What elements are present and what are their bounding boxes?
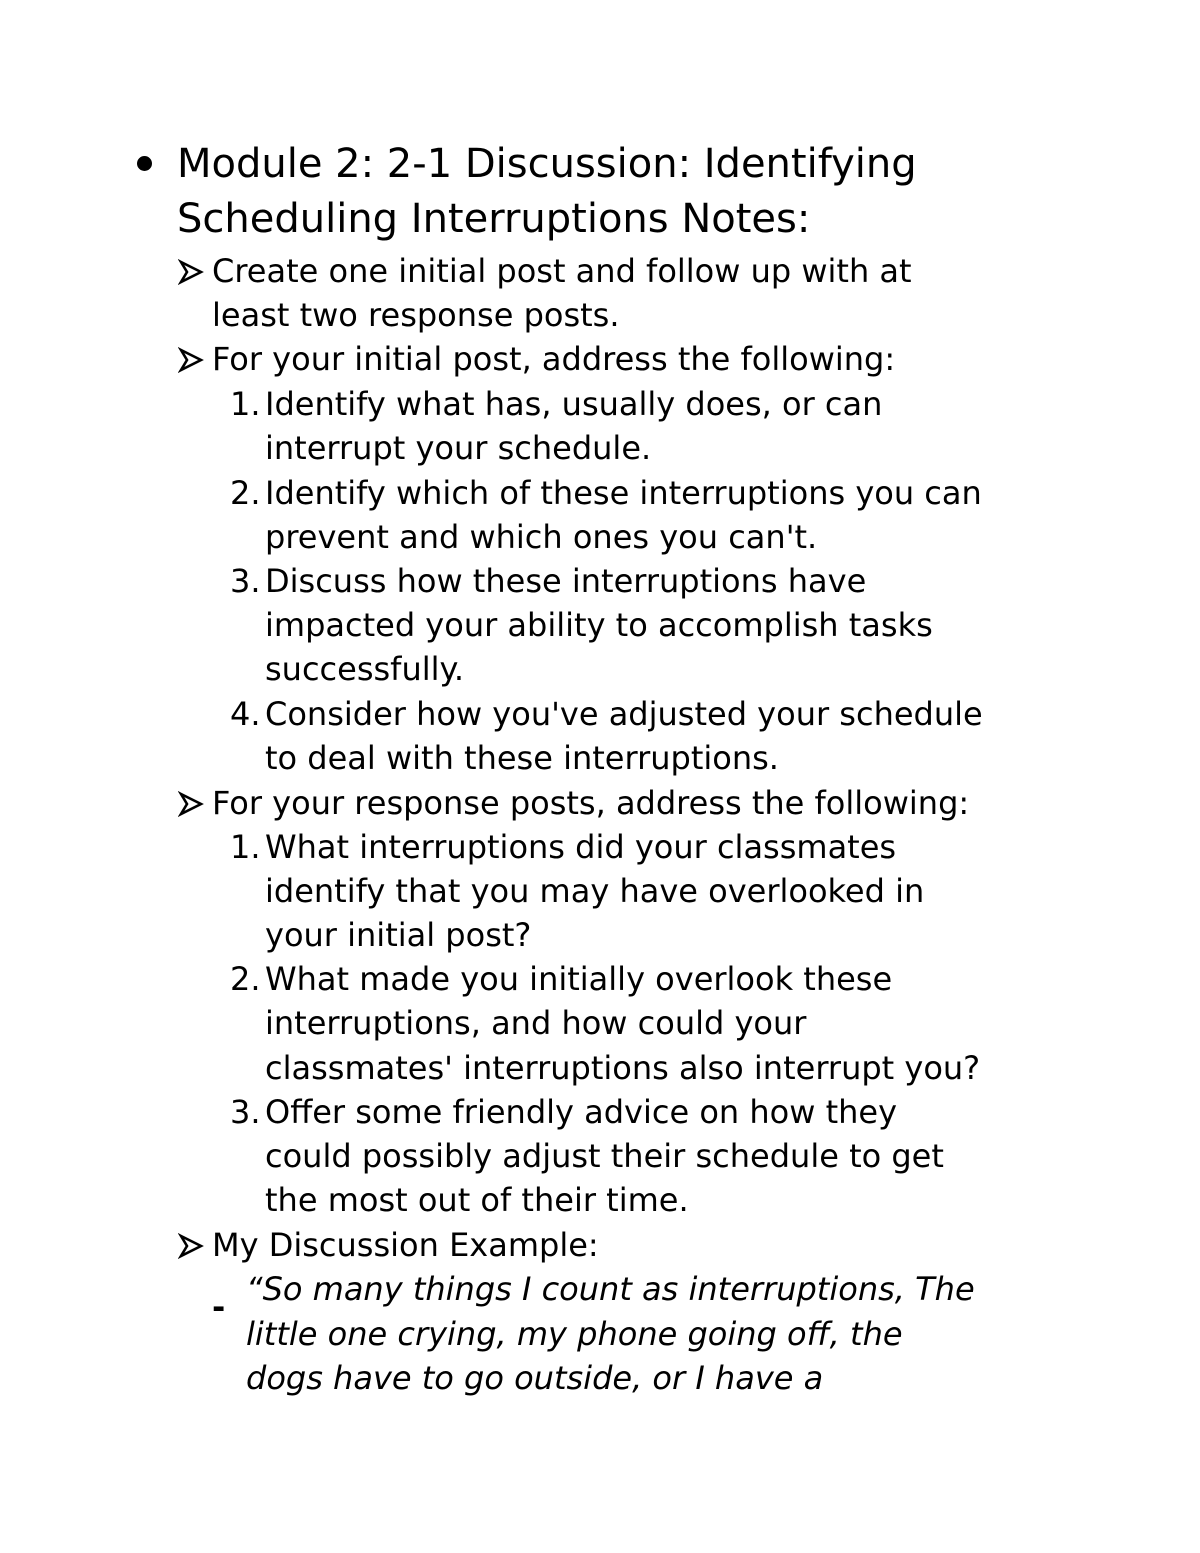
list-item-line: impacted your ability to accomplish tasks (265, 606, 933, 644)
list-item-line: What made you initially overlook these (265, 960, 893, 998)
list-item-line: to deal with these interruptions. (265, 739, 779, 777)
list-item-line: interruptions, and how could your (265, 1004, 807, 1042)
quote-line-1: “So many things I count as interruptions, The (246, 1270, 975, 1308)
arrow-bullet-icon (178, 347, 204, 373)
list-number: 4. (230, 695, 261, 733)
item-create-post-line-2: least two response posts. (212, 296, 620, 334)
arrow-bullet-icon (178, 259, 204, 285)
item-initial-post-heading: For your initial post, address the following: (212, 340, 896, 378)
list-number: 1. (230, 385, 261, 423)
arrow-bullet-icon (178, 1233, 204, 1259)
page-title (177, 137, 1117, 247)
list-number: 2. (230, 960, 261, 998)
example-quote (246, 1267, 975, 1401)
quote-line-3: dogs have to go outside, or I have a (246, 1359, 824, 1397)
list-item-line: Discuss how these interruptions have (265, 562, 867, 600)
list-item-line: What interruptions did your classmates (265, 828, 897, 866)
list-item-line: Offer some friendly advice on how they (265, 1093, 898, 1131)
title-line-2: Scheduling Interruptions Notes: (177, 196, 811, 242)
item-discussion-example-heading: My Discussion Example: (212, 1226, 599, 1264)
list-item-line: your initial post? (265, 916, 532, 954)
list-number: 3. (230, 562, 261, 600)
item-response-posts-heading: For your response posts, address the following: (212, 784, 970, 822)
quote-line-2: little one crying, my phone going off, the (246, 1314, 903, 1353)
list-number: 3. (230, 1093, 261, 1131)
list-item-line: classmates' interruptions also interrupt you? (265, 1049, 981, 1087)
list-item-line: could possibly adjust their schedule to get (265, 1137, 944, 1175)
list-number: 2. (230, 474, 261, 512)
dash-bullet: - (212, 1288, 226, 1326)
arrow-bullet-icon (178, 791, 204, 817)
list-item-line: Consider how you've adjusted your schedule (265, 695, 983, 733)
list-number: 1. (230, 828, 261, 866)
title-line-1: Module 2: 2-1 Discussion: Identifying (177, 141, 917, 187)
list-item-line: successfully. (265, 650, 465, 688)
list-item-line: prevent and which ones you can't. (265, 518, 818, 556)
list-item-line: Identify what has, usually does, or can (265, 385, 883, 423)
item-create-post-line-1: Create one initial post and follow up with at (212, 252, 912, 290)
list-item-line: interrupt your schedule. (265, 429, 652, 467)
list-item-line: Identify which of these interruptions you can (265, 474, 982, 512)
bullet-dot-icon (137, 156, 152, 171)
list-item-line: identify that you may have overlooked in (265, 872, 925, 910)
list-item-line: the most out of their time. (265, 1181, 689, 1219)
